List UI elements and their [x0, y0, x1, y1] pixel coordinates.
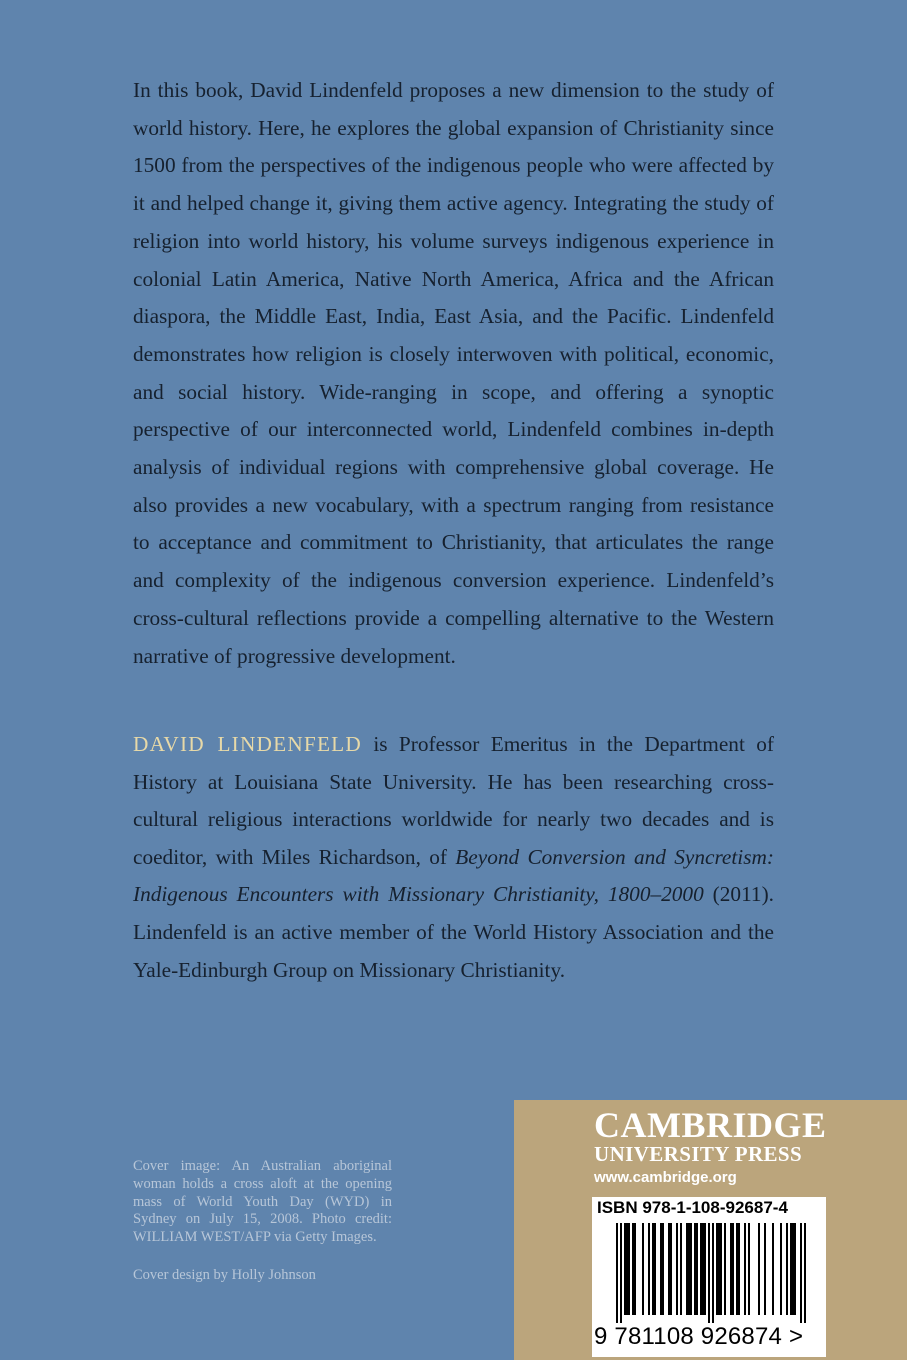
barcode-bar	[648, 1223, 650, 1315]
publisher-panel	[514, 1100, 907, 1360]
barcode-bar	[670, 1223, 672, 1315]
barcode-bar	[654, 1223, 656, 1315]
barcode-bar	[688, 1223, 690, 1315]
barcode-bar	[772, 1223, 774, 1315]
barcode-bar	[620, 1223, 622, 1323]
book-title: Beyond Conversion and Syncretism: Indigenous Encounters with Missionary Christianity, 1800–2000	[133, 844, 774, 907]
barcode-bar	[738, 1223, 740, 1315]
barcode-bar	[662, 1223, 664, 1315]
barcode-bar	[792, 1223, 794, 1315]
barcode-bar	[780, 1223, 782, 1315]
blurb-paragraph: In this book, David Lindenfeld proposes a new dimension to the study of world history. Here, he explores the global expansion of Christianity since 1500 from the perspectives of the indigenous people who were affected by it and helped change it, giving them active agency. Integrating the study of religion into world history, his volume surveys indigenous experience in colonial Latin America, Native North America, Africa and the African diaspora, the Middle East, India, East Asia, and the Pacific. Lindenfeld demonstrates how religion is closely interwoven with political, economic, and social history. Wide-ranging in scope, and offering a synoptic perspective of our interconnected world, Lindenfeld combines in-depth analysis of individual regions with comprehensive global coverage. He also provides a new vocabulary, with a spectrum ranging from resistance to acceptance and commitment to Christianity, that articulates the range and complexity of the indigenous conversion experience. Lindenfeld’s cross-cultural reflections provide a compelling alternative to the Western narrative of progressive development.	[133, 78, 774, 668]
barcode-bar	[720, 1223, 722, 1315]
isbn-label: ISBN 978-1-108-92687-4	[597, 1198, 788, 1217]
barcode-bar	[708, 1223, 710, 1323]
barcode-bar	[800, 1223, 802, 1323]
barcode-bar	[790, 1223, 792, 1315]
barcode-number: 9 781108 926874 >	[594, 1323, 804, 1350]
barcode-bar	[686, 1223, 688, 1315]
barcode-bar	[744, 1223, 746, 1315]
barcode-bar	[694, 1223, 696, 1315]
barcode-bar	[804, 1223, 806, 1323]
cover-design-credit: Cover design by Holly Johnson	[133, 1267, 316, 1283]
barcode-bar	[632, 1223, 634, 1315]
barcode-bar	[702, 1223, 704, 1315]
barcode-bar	[634, 1223, 636, 1315]
barcode-bar	[712, 1223, 714, 1323]
bio-text-outro: (2011). Lindenfeld is an active member of the World History Association and the Yale-Edinburgh Group on Missionary Christianity.	[133, 882, 774, 982]
barcode-bar	[668, 1223, 670, 1315]
barcode-graphic	[598, 1223, 820, 1323]
barcode-bar	[732, 1223, 734, 1315]
barcode-bar	[794, 1223, 796, 1315]
barcode-bar	[718, 1223, 720, 1315]
barcode-bar	[758, 1223, 760, 1315]
barcode-bar	[642, 1223, 644, 1315]
barcode-bar	[704, 1223, 706, 1315]
barcode-box	[592, 1197, 826, 1357]
barcode-bar	[676, 1223, 678, 1315]
publisher-url: www.cambridge.org	[594, 1169, 737, 1186]
barcode-bar	[652, 1223, 654, 1315]
bio-text-intro: is Professor Emeritus in the Department of History at Louisiana State University. He has been researching cross-cultural religious interactions worldwide for nearly two decades and is coeditor, with Miles Richardson, of	[133, 732, 774, 869]
barcode-bar	[730, 1223, 732, 1315]
barcode-bar	[786, 1223, 788, 1315]
barcode-bar	[764, 1223, 766, 1315]
publisher-name: CAMBRIDGE	[594, 1105, 827, 1145]
publisher-subtitle: UNIVERSITY PRESS	[594, 1142, 803, 1166]
barcode-bar	[616, 1223, 618, 1323]
barcode-bar	[748, 1223, 750, 1315]
barcode-bar	[716, 1223, 718, 1315]
author-name: DAVID LINDENFELD	[133, 732, 362, 756]
barcode-bar	[696, 1223, 698, 1315]
barcode-bar	[736, 1223, 738, 1315]
barcode-bar	[624, 1223, 626, 1315]
barcode-bar	[690, 1223, 692, 1315]
author-bio-paragraph	[133, 726, 774, 989]
barcode-bar	[680, 1223, 682, 1315]
barcode-bar	[660, 1223, 662, 1315]
barcode-bar	[626, 1223, 628, 1315]
barcode-bar	[724, 1223, 726, 1315]
cover-image-credit: Cover image: An Australian aboriginal woman holds a cross aloft at the opening mass of World Youth Day (WYD) in Sydney on July 15, 2008. Photo credit: WILLIAM WEST/AFP via Getty Images.	[133, 1158, 392, 1246]
barcode-bar	[700, 1223, 702, 1315]
barcode-bar	[628, 1223, 630, 1315]
